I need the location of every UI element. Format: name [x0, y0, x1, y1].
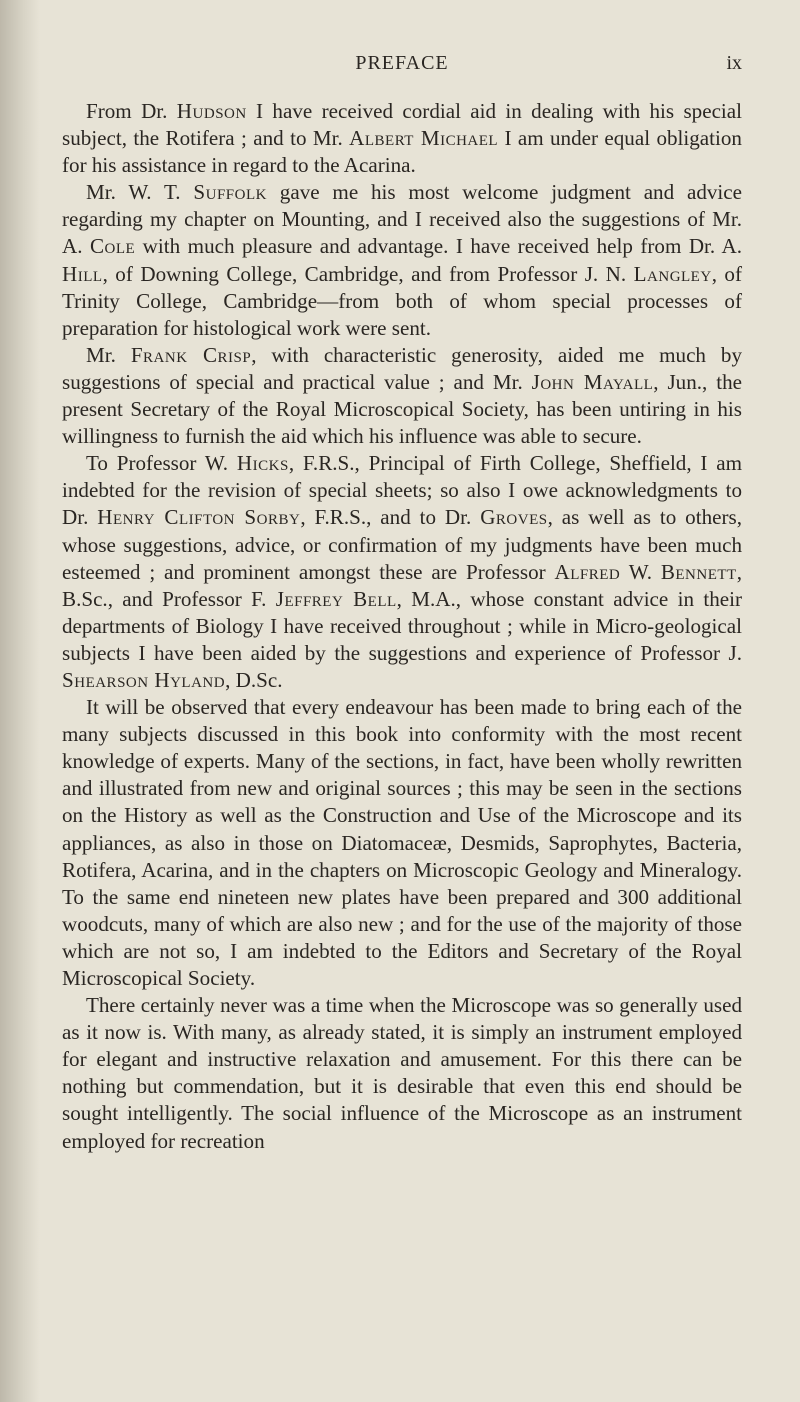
name-smallcaps: Langley	[633, 261, 712, 286]
body-text	[62, 98, 742, 1155]
text-run: , F.R.S., Principal of Firth College, Sheffield, I am indebted for the revision of special sheets; so also I owe acknowledgments to Dr.	[62, 451, 742, 530]
text-run: W.	[620, 559, 661, 584]
name-smallcaps: Jeffrey Bell	[275, 586, 397, 611]
text-run: There certainly never was a time when the Microscope was so generally used as it now is. With many, as already stated, it is simply an instrument employed for elegant and instructive relaxation and amusement. For this there can be nothing but commendation, but it is desirable that even this end should be sought intelligently. The social influence of the Microscope as an instrument employed for recreation	[62, 993, 742, 1153]
name-smallcaps: Hudson	[176, 99, 247, 123]
paragraph	[62, 98, 742, 179]
text-run: Mr.	[86, 342, 131, 367]
name-smallcaps: Frank	[130, 342, 188, 367]
name-smallcaps: Hill	[62, 261, 103, 286]
text-run: I have received cordial aid in dealing with his special subject, the Rotifera ; and to Mr.	[62, 99, 743, 151]
text-run: To Professor W.	[86, 451, 237, 476]
text-run: , F.R.S., and to Dr.	[300, 505, 481, 530]
name-smallcaps: John Mayall	[531, 369, 654, 394]
name-smallcaps: Bennett	[660, 559, 737, 584]
text-run: gave me his most welcome judgment and advice regarding my chapter on Mounting, and I received also the suggestions of Mr. A.	[62, 180, 742, 259]
text-run: , M.A., whose constant advice in their departments of Biology I have received throughout ; while in Micro-geological subjects I have been aided by the suggestions and experience of Professor J.	[62, 586, 742, 665]
name-smallcaps: Henry Clifton Sorby	[97, 505, 301, 530]
name-smallcaps: Alfred	[554, 559, 621, 584]
text-run: with much pleasure and advantage. I have received help from Dr. A.	[135, 234, 743, 259]
page-gutter-shadow	[0, 0, 40, 1402]
text-run: , B.Sc., and Professor F.	[62, 559, 742, 611]
text-run: Mr. W. T.	[86, 180, 194, 205]
text-run: , of Downing College, Cambridge, and from Professor J. N.	[102, 261, 634, 286]
text-run: , D.Sc.	[225, 667, 283, 692]
paragraph	[62, 450, 742, 694]
running-head: PREFACE	[355, 52, 449, 74]
name-smallcaps: Cole	[89, 234, 136, 259]
text-run: It will be observed that every endeavour has been made to bring each of the many subjects discussed in this book into conformity with the most recent knowledge of experts. Many of the sections, in fact, have been wholly rewritten and illustrated from new and original sources ; this may be seen in the sections on the History as well as the Construction and Use of the Microscope and its appliances, as also in those on Diatomaceæ, Desmids, Saprophytes, Bacteria, Rotifera, Acarina, and in the chapters on Microscopic Geology and Mineralogy. To the same end nineteen new plates have been prepared and 300 additional woodcuts, many of which are also new ; and for the use of the majority of those which are not so, I am indebted to the Editors and Secretary of the Royal Microscopical Society.	[62, 695, 742, 990]
paragraph	[62, 342, 742, 450]
page-header	[62, 52, 742, 86]
name-smallcaps: Hicks	[236, 451, 289, 476]
text-run: , of Trinity College, Cambridge—from both of whom special processes of preparation for histological work were sent.	[62, 261, 743, 340]
name-smallcaps: Suffolk	[193, 180, 267, 205]
name-smallcaps: Albert Michael	[349, 126, 499, 151]
text-run: From Dr.	[86, 99, 177, 123]
name-smallcaps: Shearson Hyland	[62, 667, 226, 692]
paragraph	[62, 179, 742, 342]
text-run: , as well as to others, whose suggestions, advice, or confirmation of my judgments have been much esteemed ; and prominent amongst these are Professor	[62, 505, 742, 584]
paragraph	[62, 992, 742, 1155]
text-run: I am under equal obligation for his assistance in regard to the Acarina.	[62, 126, 742, 178]
text-run: , with characteristic generosity, aided me much by suggestions of special and practical value ; and Mr.	[62, 342, 742, 394]
name-smallcaps: Groves	[480, 505, 548, 530]
page-number: ix	[726, 52, 742, 74]
text-run: , Jun., the present Secretary of the Royal Microscopical Society, has been untiring in his willingness to furnish the aid which his influence was able to secure.	[62, 369, 742, 449]
name-smallcaps: Crisp	[187, 342, 252, 367]
paragraph	[62, 694, 742, 992]
